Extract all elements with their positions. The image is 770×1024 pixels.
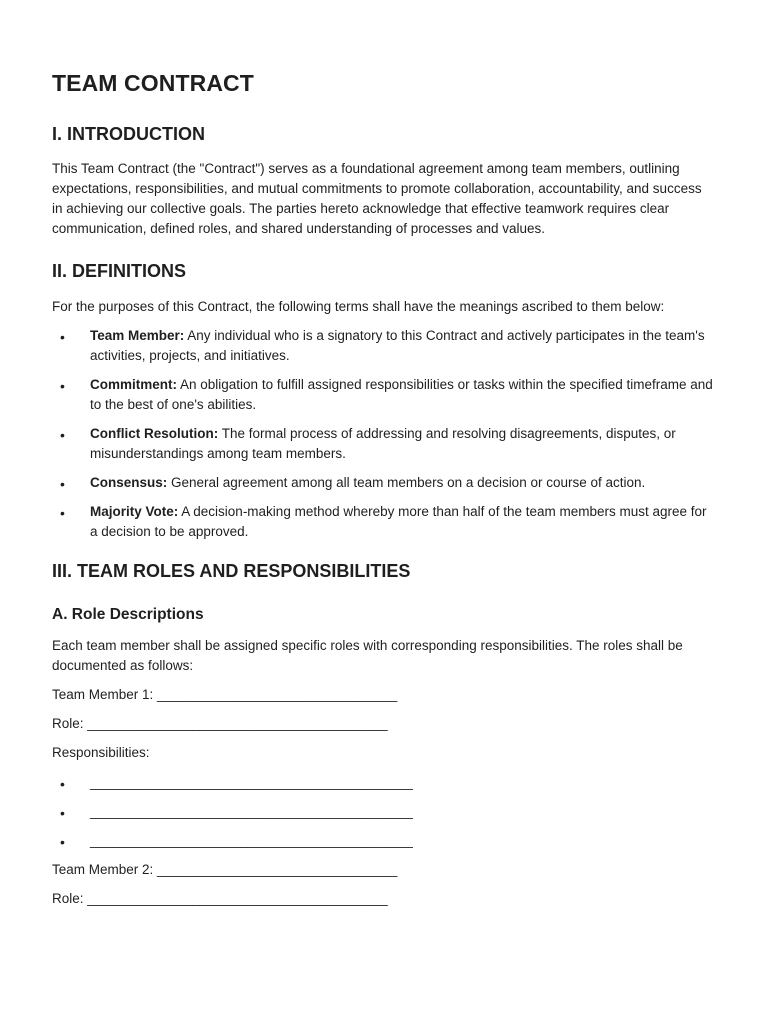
bullet-icon: • [60,505,65,521]
blank-line: ___________________________________________ [90,833,413,848]
team-member-2-field: Team Member 2: ________________________________ [52,862,398,877]
definition-text: Any individual who is a signatory to this Contract and actively participates in the team's activities, projects, and initiatives. [90,328,705,363]
definition-text: An obligation to fulfill assigned responsibilities or tasks within the specified timeframe and to the best of one's abilities. [90,377,713,412]
bullet-icon: • [60,329,65,345]
definitions-intro-paragraph: For the purposes of this Contract, the following terms shall have the meanings ascribed to them below: [52,299,665,314]
bullet-icon: • [60,805,65,821]
definition-text: A decision-making method whereby more than half of the team members must agree for a decision to be approved. [90,504,707,539]
role-1-field: Role: ________________________________________ [52,716,388,731]
section-heading-team-roles: III. TEAM ROLES AND RESPONSIBILITIES [52,561,411,581]
definition-term: Majority Vote: [90,504,179,519]
blank-line: ___________________________________________ [90,804,413,819]
blank-line: ___________________________________________ [90,775,413,790]
definition-item [52,424,714,464]
definition-term: Conflict Resolution: [90,426,219,441]
document-title: TEAM CONTRACT [52,70,254,96]
definition-term: Consensus: [90,475,168,490]
bullet-icon: • [60,476,65,492]
bullet-icon: • [60,834,65,850]
bullet-icon: • [60,427,65,443]
definition-term: Team Member: [90,328,185,343]
section-heading-introduction: I. INTRODUCTION [52,124,205,144]
definition-term: Commitment: [90,377,177,392]
bullet-icon: • [60,378,65,394]
introduction-paragraph: This Team Contract (the "Contract") serves as a foundational agreement among team members, outlining expectations, responsibilities, and mutual commitments to promote collaboration, accountability, and success in achieving our collective goals. The parties hereto acknowledge that effective teamwork requires clear communication, defined roles, and shared understanding of processes and values. [52,161,702,236]
definition-item [52,473,714,493]
responsibilities-label: Responsibilities: [52,745,150,760]
definition-item [52,375,714,415]
role-2-field: Role: ________________________________________ [52,891,388,906]
definition-text: The formal process of addressing and resolving disagreements, disputes, or misunderstandings among team members. [90,426,676,461]
responsibility-blank-line [52,802,714,822]
section-heading-definitions: II. DEFINITIONS [52,261,187,281]
definition-item [52,502,714,542]
definition-text: General agreement among all team members on a decision or course of action. [167,475,646,490]
role-descriptions-paragraph: Each team member shall be assigned specific roles with corresponding responsibilities. The roles shall be documented as follows: [52,638,683,673]
responsibilities-blank-list [52,773,714,851]
definition-item [52,326,714,366]
responsibility-blank-line [52,831,714,851]
responsibility-blank-line [52,773,714,793]
subsection-heading-role-descriptions: A. Role Descriptions [52,606,204,623]
team-member-1-field: Team Member 1: ________________________________ [52,687,398,702]
definitions-list [52,326,714,542]
bullet-icon: • [60,776,65,792]
